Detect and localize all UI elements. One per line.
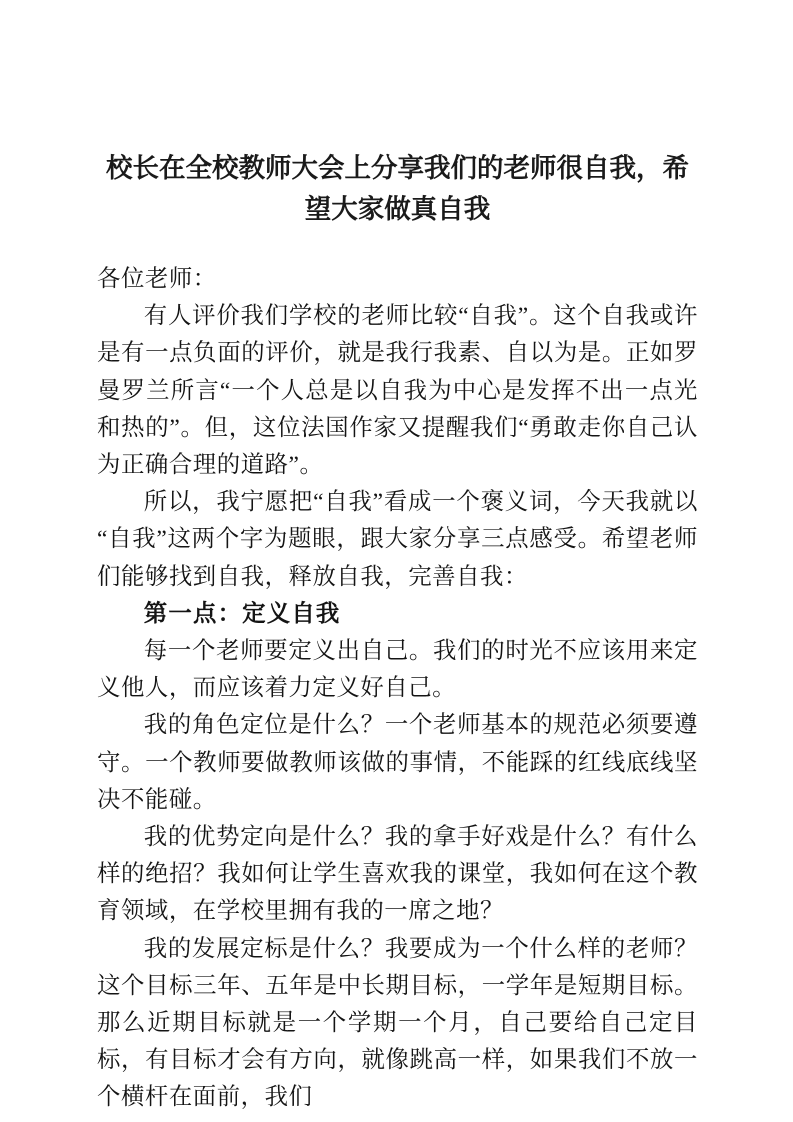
section-1-paragraph-2: 我的角色定位是什么？一个老师基本的规范必须要遵守。一个教师要做教师该做的事情，不能踩的红线底线坚决不能碰。 — [97, 712, 698, 813]
section-heading-first-point: 第一点：定义自我 — [143, 600, 341, 627]
salutation-line: 各位老师： — [97, 266, 217, 292]
document-body — [97, 261, 698, 1117]
intro-paragraph-1: 有人评价我们学校的老师比较“自我”。这个自我或许是有一点负面的评价，就是我行我素、自以为是。正如罗曼罗兰所言“一个人总是以自我为中心是发挥不出一点光和热的”。但，这位法国作家又提醒我们“勇敢走你自己认为正确合理的道路”。 — [97, 303, 698, 479]
section-1-paragraph-4: 我的发展定标是什么？我要成为一个什么样的老师？这个目标三年、五年是中长期目标，一学年是短期目标。那么近期目标就是一个学期一个月，自己要给自己定目标，有目标才会有方向，就像跳高一样，如果我们不放一个横杆在面前，我们 — [97, 935, 698, 1111]
section-1-paragraph-1: 每一个老师要定义出自己。我们的时光不应该用来定义他人，而应该着力定义好自己。 — [97, 638, 698, 702]
document-content — [97, 148, 698, 1117]
intro-paragraph-2: 所以，我宁愿把“自我”看成一个褒义词，今天我就以“自我”这两个字为题眼，跟大家分享三点感受。希望老师们能够找到自我，释放自我，完善自我： — [97, 489, 698, 590]
section-1-paragraph-3: 我的优势定向是什么？我的拿手好戏是什么？有什么样的绝招？我如何让学生喜欢我的课堂，我如何在这个教育领域，在学校里拥有我的一席之地？ — [97, 824, 698, 925]
page-title: 校长在全校教师大会上分享我们的老师很自我，希望大家做真自我 — [106, 153, 689, 225]
